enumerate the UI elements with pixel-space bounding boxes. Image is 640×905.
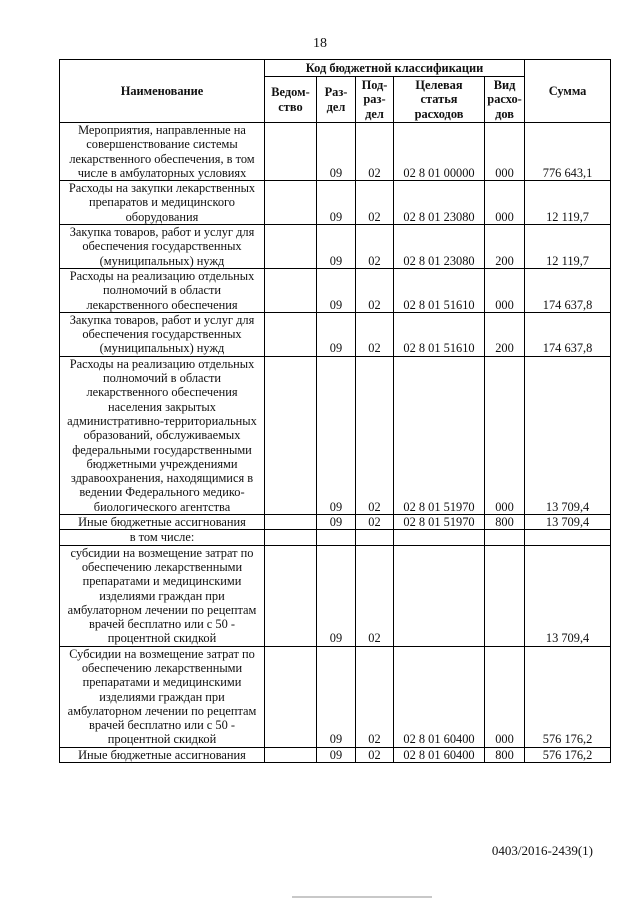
table-row: [60, 530, 611, 545]
header-target: Целевая статья расходов: [394, 77, 485, 123]
row-target-cell: [394, 545, 485, 646]
header-code-group: Код бюджетной классификации: [265, 60, 525, 77]
row-sum-cell: 13 709,4: [525, 356, 611, 514]
row-ministry-cell: [265, 268, 317, 312]
row-expense-type-cell: [485, 530, 525, 545]
row-name-cell: Закупка товаров, работ и услуг для обеспечения государственных (муниципальных) нужд: [60, 225, 265, 269]
row-target-cell: 02 8 01 51970: [394, 356, 485, 514]
row-sum-cell: 576 176,2: [525, 646, 611, 747]
table-row: [60, 515, 611, 530]
row-expense-type-cell: 000: [485, 646, 525, 747]
row-name-cell: Расходы на реализацию отдельных полномочий в области лекарственного обеспечения: [60, 268, 265, 312]
row-name-cell: Иные бюджетные ассигнования: [60, 747, 265, 762]
row-sum-cell: 776 643,1: [525, 123, 611, 181]
row-expense-type-cell: 800: [485, 515, 525, 530]
header-sum: Сумма: [525, 60, 611, 123]
header-section: Раз-дел: [317, 77, 356, 123]
row-sum-cell: 13 709,4: [525, 515, 611, 530]
row-ministry-cell: [265, 646, 317, 747]
row-subsection-cell: 02: [356, 312, 394, 356]
table-row: [60, 747, 611, 762]
row-ministry-cell: [265, 747, 317, 762]
row-section-cell: 09: [317, 356, 356, 514]
table-row: [60, 268, 611, 312]
budget-table: [59, 59, 611, 763]
header-ministry: Ведом-ство: [265, 77, 317, 123]
row-subsection-cell: 02: [356, 123, 394, 181]
row-subsection-cell: 02: [356, 646, 394, 747]
row-sum-cell: 12 119,7: [525, 225, 611, 269]
row-expense-type-cell: 800: [485, 747, 525, 762]
row-subsection-cell: 02: [356, 225, 394, 269]
row-target-cell: 02 8 01 23080: [394, 181, 485, 225]
row-ministry-cell: [265, 123, 317, 181]
row-sum-cell: 13 709,4: [525, 545, 611, 646]
row-expense-type-cell: 000: [485, 123, 525, 181]
table-row: [60, 225, 611, 269]
row-target-cell: 02 8 01 51610: [394, 268, 485, 312]
row-target-cell: 02 8 01 60400: [394, 646, 485, 747]
row-ministry-cell: [265, 530, 317, 545]
row-section-cell: [317, 530, 356, 545]
header-name: Наименование: [60, 60, 265, 123]
row-target-cell: 02 8 01 51970: [394, 515, 485, 530]
row-target-cell: 02 8 01 51610: [394, 312, 485, 356]
page-number: 18: [313, 36, 327, 51]
row-section-cell: 09: [317, 312, 356, 356]
table-row: [60, 123, 611, 181]
document-code: 0403/2016-2439(1): [491, 843, 593, 858]
table-row: [60, 356, 611, 514]
row-expense-type-cell: 000: [485, 181, 525, 225]
row-expense-type-cell: 200: [485, 312, 525, 356]
row-ministry-cell: [265, 356, 317, 514]
row-sum-cell: 174 637,8: [525, 268, 611, 312]
row-ministry-cell: [265, 312, 317, 356]
row-target-cell: 02 8 01 00000: [394, 123, 485, 181]
row-section-cell: 09: [317, 747, 356, 762]
row-target-cell: [394, 530, 485, 545]
row-name-cell: субсидии на возмещение затрат по обеспечению лекарственными препаратами и медицинскими изделиями граждан при амбулаторном лечении по рецептам врачей бесплатно или с 50 - процентной скидкой: [60, 545, 265, 646]
row-name-cell: Субсидии на возмещение затрат по обеспечению лекарственными препаратами и медицинскими изделиями граждан при амбулаторном лечении по рецептам врачей бесплатно или с 50 - процентной скидкой: [60, 646, 265, 747]
row-target-cell: 02 8 01 60400: [394, 747, 485, 762]
header-expense-type: Вид расхо-дов: [485, 77, 525, 123]
row-target-cell: 02 8 01 23080: [394, 225, 485, 269]
table-row: [60, 181, 611, 225]
table-row: [60, 312, 611, 356]
row-section-cell: 09: [317, 123, 356, 181]
row-section-cell: 09: [317, 268, 356, 312]
row-subsection-cell: 02: [356, 268, 394, 312]
row-section-cell: 09: [317, 515, 356, 530]
row-section-cell: 09: [317, 181, 356, 225]
row-sum-cell: 174 637,8: [525, 312, 611, 356]
row-subsection-cell: 02: [356, 747, 394, 762]
table-row: [60, 545, 611, 646]
row-sum-cell: 576 176,2: [525, 747, 611, 762]
row-subsection-cell: 02: [356, 515, 394, 530]
row-ministry-cell: [265, 515, 317, 530]
scan-mark: [292, 896, 432, 898]
row-name-cell: Иные бюджетные ассигнования: [60, 515, 265, 530]
table-body: [60, 123, 611, 763]
row-subsection-cell: [356, 530, 394, 545]
row-name-cell: Расходы на реализацию отдельных полномочий в области лекарственного обеспечения населения закрытых административно-территориальных образований, обслуживаемых федеральными государственными бюджетными учреждениями здравоохранения, находящимися в ведении Федерального медико-биологического агентства: [60, 356, 265, 514]
row-ministry-cell: [265, 225, 317, 269]
row-name-cell: в том числе:: [60, 530, 265, 545]
row-ministry-cell: [265, 181, 317, 225]
row-name-cell: Мероприятия, направленные на совершенствование системы лекарственного обеспечения, в том числе в амбулаторных условиях: [60, 123, 265, 181]
row-section-cell: 09: [317, 545, 356, 646]
row-expense-type-cell: 000: [485, 268, 525, 312]
row-section-cell: 09: [317, 225, 356, 269]
row-subsection-cell: 02: [356, 181, 394, 225]
header-subsection: Под-раз-дел: [356, 77, 394, 123]
row-section-cell: 09: [317, 646, 356, 747]
row-expense-type-cell: [485, 545, 525, 646]
row-subsection-cell: 02: [356, 545, 394, 646]
row-sum-cell: [525, 530, 611, 545]
row-expense-type-cell: 200: [485, 225, 525, 269]
table-row: [60, 646, 611, 747]
row-ministry-cell: [265, 545, 317, 646]
row-name-cell: Закупка товаров, работ и услуг для обеспечения государственных (муниципальных) нужд: [60, 312, 265, 356]
row-sum-cell: 12 119,7: [525, 181, 611, 225]
row-subsection-cell: 02: [356, 356, 394, 514]
row-expense-type-cell: 000: [485, 356, 525, 514]
row-name-cell: Расходы на закупки лекарственных препаратов и медицинского оборудования: [60, 181, 265, 225]
